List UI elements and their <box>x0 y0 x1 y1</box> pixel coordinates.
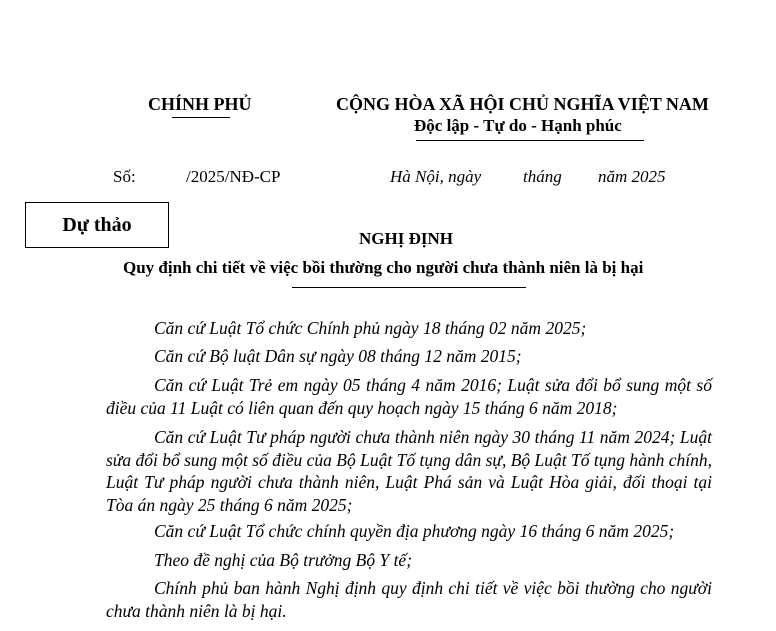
legal-basis-paragraph: Căn cứ Bộ luật Dân sự ngày 08 tháng 12 năm 2015; <box>154 346 522 366</box>
number-label: Số: <box>113 167 136 186</box>
issuer-name: CHÍNH PHỦ <box>148 94 252 114</box>
year-label: năm 2025 <box>598 167 666 186</box>
draft-stamp: Dự thảo <box>25 202 169 248</box>
legal-basis-paragraph: Căn cứ Luật Tổ chức chính quyền địa phương ngày 16 tháng 6 năm 2025; <box>154 521 675 541</box>
month-label: tháng <box>523 167 562 186</box>
legal-basis-paragraph: Theo đề nghị của Bộ trưởng Bộ Y tế; <box>154 550 413 570</box>
enacting-clause: Chính phủ ban hành Nghị định quy định chi tiết về việc bồi thường cho người chưa thành niên là bị hại. <box>106 578 712 621</box>
document-number: /2025/NĐ-CP <box>186 167 281 186</box>
legal-basis-paragraph: Căn cứ Luật Trẻ em ngày 05 tháng 4 năm 2016; Luật sửa đổi bổ sung một số điều của 11 Luật có liên quan đến quy hoạch ngày 15 tháng 6 năm 2018; <box>106 375 712 418</box>
legal-basis-paragraph: Căn cứ Luật Tư pháp người chưa thành niên ngày 30 tháng 11 năm 2024; Luật sửa đổi bổ sung một số điều của Bộ Luật Tố tụng dân sự, Bộ Luật Tố tụng hành chính, Luật Tư pháp người chưa thành niên, Luật Phá sản và Luật Hòa giải, đối thoại tại Tòa án ngày 25 tháng 6 năm 2025; <box>106 427 712 515</box>
document-subject: Quy định chi tiết về việc bồi thường cho người chưa thành niên là bị hại <box>123 258 644 277</box>
subject-underline <box>292 287 526 288</box>
issuer-underline <box>172 117 230 118</box>
motto-underline <box>416 140 644 141</box>
country-name: CỘNG HÒA XÃ HỘI CHỦ NGHĨA VIỆT NAM <box>336 94 709 114</box>
legal-basis-paragraph: Căn cứ Luật Tổ chức Chính phủ ngày 18 tháng 02 năm 2025; <box>154 318 587 338</box>
place-date: Hà Nội, ngày <box>390 167 482 186</box>
document-type: NGHỊ ĐỊNH <box>359 229 453 248</box>
national-motto: Độc lập - Tự do - Hạnh phúc <box>414 116 622 135</box>
